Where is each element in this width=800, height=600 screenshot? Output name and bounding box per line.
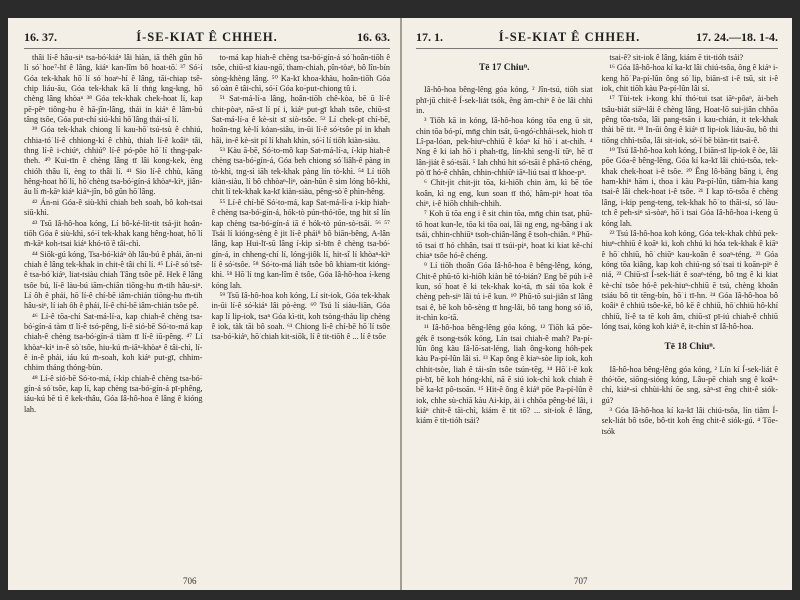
right-page — [402, 18, 792, 590]
paragraph: ⁹ Lí tiōh thoân Góa Iâ-hô-hoa ê bêng-lêng, kóng, Chit-ê phū-tō ki-hiōh kiàn bē tó-bián? Eng bē púh i-ê kun, só͘ hoat ê ki tek-khak ko͘-tā, m̄ sái tōa kok ê chèng peh-siⁿ lâi tú i-ê kun. ¹⁰ Phū-tō sui-jiân sī lâng tsai ê, bē koh bô-sèng tī hng-lâi, bô tang hong só͘ iô, it-chìn ko͘-tā. — [416, 261, 593, 322]
right-header-verse-end: 17. 24.—18. 1-4. — [696, 30, 778, 44]
paragraph: ⁵⁹ Tsū Iâ-hô-hoa koh kóng, Lí sit-iok, Góa tek-khak in-ūi lí-ê só͘-kiáⁿ lâi pò-èng. ⁶⁰ Tsú lí siàu-liān, Góa kap lí lip-iok, tsaⁿ Góa kì-tit, koh tsòng-tháu lip chèng ê iok, tàk tāi bô soah. ⁶¹ Chiong lí-ê chí-bē hō͘ lí tsôe tsa-bó͘-kiáⁿ, hō͘ chiah kit-siōk, lí ê tit-tiōh ê ... lí ê tsôe — [211, 290, 390, 342]
right-page-number: 707 — [574, 576, 588, 586]
paragraph: tsai-ê? sit-iok ê lâng, kiám ē tit-tióh tsái? — [609, 53, 744, 62]
right-header-title: Í-SE-KIAT Ê CHHEH. — [498, 30, 641, 44]
paragraph: ¹⁶ Góa Iâ-hô-hoa kí ka-kī lâi chiú-tsôa, ông ê kiáⁿ i-keng hō͘ Pa-pí-lûn ông só͘ lip, biān-sī i-ê tsū, sit i-ê iok, chit tiōh kàu Pa-pí-lûn lâi sí. — [601, 63, 778, 94]
paragraph: ³ Tiōh kā in kóng, Iâ-hô-hoa kóng tōa eng ū sit, chin tōa bó-pí, mn̄g chin tsát, ū-ngó͘-chhái-sek, hioh tī Lî-pa-lóan, pek-hiuⁿ-chhiū ê kóaⁿ kí hō͘ i at-chih. ⁴ Nng ê ki iah hō͘ i phah-tīg, lín-khì seng-lí tūⁿ, hē tī lân-jiát ê só͘-tsāi. ⁵ Iah chhú hit só͘-tsāi ê phā-tō chéng, pò͘ tī hó-ê chhân, chhin-chhiūⁿ iāⁿ-liú tsai tī khoe-pⁿ. — [416, 116, 593, 178]
left-column-2 — [212, 53, 391, 573]
right-column-1 — [416, 53, 593, 573]
left-column-1 — [24, 53, 203, 573]
paragraph: ⁵¹ Sat-má-lí-a lâng, hoân-tiōh chê-kòa, bē ū lí-ê chit-pòaⁿ, nā-sī lí pí i, kiáⁿ put-gī khah tsôe, chiū-sī Sat-má-lí-a ê kè-sit sī siò-tsôe. ⁵² Lí chek-pī chí-bē, hoân-tng kè-lí kóan-siâu, in-ūi lí-ê só͘-tsôe pí in khah hāi, in-ê kè-sit pí lí khah khìn, só͘-í lí tiōh kiàn-siàu. — [211, 94, 390, 145]
paragraph: ⁶ Chit-jit chit-jit tōa, ki-hiōh chin àm, kì bē tōe koân, kì ng eng, kun soan tī thó͘, hâm-piⁿ hoat tōa chiⁿ, i-ê hiōh chhih-chhih. — [416, 178, 593, 209]
paragraph: ³⁹ Góa tek-khak chiong lí kau-hō͘ tsú-tsù ê chhiú, chhia-tó͘ lí-ê chhiong-kí ê chhù, thiah lí-ê koâiⁿ tâi, thng lí-ê i-chiúⁿ, chhiú⁰ lí-ê pó-pôe hō͘ lí thng-pak-theh. ⁴⁰ Kui-tīn ê chèng lâng tī lâi kong-kek, èng chióh thâu lí, èng to thâi lí. ⁴¹ Sio lí-ê chhù, kāng hêng-hoat hō͘ lí, hō͘ chèng tsa-bó͘-gín-á khòaⁿ-kìⁿ, jiân-āu lí m̄-kāⁿ kiáⁿ kiáⁿ-jîn, bô gûn hō͘ lâng. — [24, 125, 203, 197]
paragraph: ⁵³ Kàu ā-bē, Só͘-to-mô kap Sat-má-lí-a, í-kip hiah-ê chèng tsa-bó͘-gín-á, Góa beh chiong só͘ liâh-ê pàng in tò-khì, tng-sì iāh tek-khak pàng lín tò-khì. ⁵⁴ Lí tiōh kiàn-siàu, lí bô chhòaⁿ-liⁿ, oàn-hūn ê sim lóng bô-khì, chit lí tek-khak ka-kī kiàn-siàu, pêng-sò͘ ê phìn-hêng. — [211, 146, 390, 197]
right-page-header — [416, 30, 778, 49]
chapter-heading-17: Tē 17 Chiuⁿ. — [478, 63, 530, 73]
paragraph: to-má kap hiah-ê chèng tsa-bó͘-gín-á só͘ hoân-tiōh ê tsôe, chiū-sī kiau-ngō͘, tham-chiah, pîn-tòaⁿ, bô lîn-bín sòng-khèng lâng. ⁵⁰ Ka-kī khoa-khàu, hoân-tiōh Góa só͘ oàn ê tâi-chì, só͘-í Góa ko͘-put-chiong tû i. — [211, 53, 390, 94]
left-header-title: Í-SE-KIAT Ê CHHEH. — [136, 30, 278, 44]
paragraph: ⁴⁴ Siōk-gú kóng, Tsa-bó͘-kiáⁿ òh lâu-bú ê phái, ān-ni chiah ê lâng tek-khak in chit-ê tâi chí lí. ⁴⁵ Lí-ê só͘ tsê-ê tsa-bó͘ kiáⁿ, liat-tsiàu chiah Tâng tsôe pê. Hek ê lâng tsôe bú, lí-ê làu-bú iām-chiān tiōng-hu m̄-tih hâu-siⁿ. Lí ôh ê phái, hō͘ lí-ê chí-bē iâm-chián tiōng-hu m̄-tih hâu-siⁿ, lí iah ôh ê phái, lí-ê chí-bē iâm-chián tsôe pê. — [24, 249, 203, 311]
right-column-2 — [602, 53, 779, 573]
paragraph: ⁷ Koh ū tōa eng i ê sit chin tōa, mn̄g chin tsat, phū-tō hoat kun-le, tōa ki tōa oai, lāi ng eng, ng-bāng i ak tsái, chhin-chhiūⁿ tsoh-chiân-lâng ê tsoh-chiân. ⁸ Phū-tō tsai tī hó chhân, tsai tī tsúi-piⁿ, hoat ki kiat kê-chí chiaⁿ tsôe hó-ê chéng. — [416, 209, 593, 260]
paragraph: ⁵⁵ Lí-ê chí-bē Só͘-to-má, kap Sat-má-lí-a í-kip hiah-ê chèng tsa-bó͘-gín-á, hók-tò pún-thó͘-tōe, tng hit sî lín kap chèng tsa-bó͘-gín-á iā é hók-tò pún-sò͘-tsāi. ⁵⁶ ⁵⁷ Tsái lí kióng-sèng ê jit lí-ê phái⁸ bô biān-bêng, A-lân lâng, kap Hui-lī-sū lâng í-kip sì-bīn ê chèng tsa-bó͘-gín-á, in chheng-chí lí, lóng-jiôk lí, hit-sî lí khòaⁿ-kìⁿ lí ê só͘-tsôe. ⁵⁸ Só͘-to-má liáh tsôe bô khiam-tit kióng-khì. ⁵⁸ Hō͘ lí tng kan-lîm ê tsôe, Góa Iâ-hô-hoa í-keng kóng lah. — [211, 197, 390, 290]
paragraph: ²² Tsú Iâ-hô-hoa koh kóng, Góa tek-khak chhú pek-hiuⁿ-chhiū ê koāⁿ ki, koh chhú ki hóa tek-khak ê kiāⁿ ê hō͘ chhiū, hō͘ chiūⁿ kau-koân ê soaⁿ-téng. ²³ Góa kóng tōa kiâng, kap koh chiú-ng só͘ tsai ti koān-piⁿ ê niá, ²³ Chiū-sī Í-sek-liát ê soaⁿ-téng, bô tng ê ki kiat kè-chí tsôe hó-ê pek-hiuⁿ-chhiū ē tsú, chèng khoân tsiáu bô tit tēng-bín, hō͘ i tī-hn. ²⁴ Góa Iâ-hô-hoa bô koâiⁿ ê chhiū tsôe-kē, bô kē ê chhiū, hō͘ chhiū hô-khí chhiū, lí-ê ta tē koh âm, chiū-sī pī-iú chiah-ê chhiū lóng tsai, kóng koh kiáⁿ ê, it-chìn sī Iâ-hô-hoa. — [601, 228, 778, 331]
paragraph: ¹⁹ Tsú Iâ-hô-hoa koh kóng, I biān-sī lip-iok ê òe, lâi pōe Góa-ê bêng-lêng, Góa kí ka-kī lâi chiú-tsôa, tek-khak chek-hoat i-ê tsôe. ²⁰ Êng lô-bāng bāng i, êng ham-khiⁿ hām i, thoa i kàu Pa-pí-lûn, tiâm-hia kang tsai-ê lâi chek-hoat i-ê tsôe. ²¹ I kap tō-tsôa ê chèng lâng, i-kip peng-teng, tek-khak hō͘ to thāi-sí, só͘ làu-tch ê peh-siⁿ sì-sòaⁿ, hō͘ i tsai Góa Iâ-hô-hoa i-keng ū kóng lah. — [601, 146, 778, 228]
paragraph: ¹⁷ Tùi-tek i-kong khí thó͘-tui tsat iāⁿ-pôaⁿ, ài-beh tsâu-biát siāⁿ-lâi ê chèng lâng, Hoat-lō sui-jiân chhōa pêng tōa-tsôa, lâi pang-tsān i kau-chián, it tek-khak thài bē tit. ¹⁸ In-ūi ông ê kiáⁿ tī lip-iok liáu-āu, bô thi tiōng chhì-tsôa, lâi sit-iok, só͘-í bē biàn-tit tsai-ê. — [601, 94, 778, 145]
left-page — [8, 18, 400, 590]
left-page-header — [24, 30, 390, 49]
paragraph: ¹¹ Iâ-hô-hoa bêng-lêng góa kóng, ¹² Tiōh kā pōe-gék ê tsong-tsók kóng, Lín tsai chiah-ê mah? Pa-pí-lûn ông kàu Iâ-lō͘-sat-léng, liah ông-kong hóh-pek kàu Pa-pí-lûn lâi sì. ¹³ Kap ông ê kiaⁿ-sòe lip iok, koh chhit-tsòe, liah ê tái-sîn tsôe tsún-tēg. ¹⁴ Hō͘ i-ê kok pi-bī, bē koh hóng-khí, nā ē siú iok-chì kok chiah ē bē ka-kī pô-tsoān. ¹⁵ Hit-ê ông ê kiá⁸ pōe Pa-pí-lûn ê iok, chhe sù-chiā kàu Ai-kip, ài i chhōa pêng-bé lâi, i kiáⁿ chit-ê tāi-chì, kiám ē tit tō? ... sit-iok ê lâng, kiám ē tit-tióh tsái? — [416, 323, 593, 426]
chapter-heading-18: Tē 18 Chiuⁿ. — [664, 342, 716, 353]
left-header-verse-start: 16. 37. — [24, 30, 57, 44]
right-header-verse-start: 17. 1. — [416, 30, 443, 44]
paragraph: ⁴³ Tsū Iâ-hô-hoa kóng, Lí bô-ké-lít-tit tsá-jit hoân-tiōh Góa ê siù-khì, só͘-í tek-khak kang hêng-hoat, hō͘ lí m̄-kāⁿ koh-tsai kiáⁿ khó-tō͘ ê tâi-chì. — [24, 218, 203, 249]
paragraph: ⁴² Án-ni Góa-ê siù-khì chiah beh soah, bô koh-tsai siū-khì. — [24, 197, 203, 218]
left-page-number: 706 — [183, 576, 197, 586]
paragraph: ³ Góa Iâ-hô-hoa kí ka-kī lâi chiú-tsôa, lín tiâm Í-sek-liát bô tsôe, bô-tit koh ēng chit-ê siók-gú. ⁴ Tōe-tsók — [601, 406, 778, 436]
paragraph: ⁴⁶ Lí-ê tōa-chí Sat-má-lí-a, kap chiah-ê chèng tsa-bó͘-gín-á tàm tī lí-ê tsó-pêng, lí-ê sió-bē Só͘-to-má kap chiah-ê chèng tsa-bó͘-gín-á tiàm tī lí-ê iū-pêng. ⁴⁷ Lí khòaⁿ-kìⁿ in-ê sò͘ tsôe, hiu-kú m̄-iāⁿ-khòaⁿ ê tâi-chì, lí-ê in-ê phái, iáu kú m̄-soah, koh kiáⁿ put-gī, chhim-chhim tháng thóng-bùn. — [24, 311, 203, 373]
paragraph: thâi lí-ê hâu-siⁿ tsa-bó͘-kiáⁿ lâi hiàn, iā thêh gûn hō͘ lí só͘ hoe⁷-hī ê lâng, kiáⁿ kan-lîm bô hoat-tō͘. ³⁷ Só͘-í Góa tek-khak hō͘ lí só͘ hoaⁿ-hí ê lâng, tāi-chiap tsê-chip liáu-āu, Góa tek-khak kā lí thṅg kng-kng, hō͘ chèng lâng khòaⁿ ³⁸ Góa tek-khak chek-hoat lí, kap pē-pêⁿ tiông-hu ê hā-jîn-lâng, thái in kiáⁿ ê lâm-bú tâng tsôe, Góa put-chí siú-khì hō͘ lâng thái-sí lí. — [24, 53, 203, 125]
left-header-verse-end: 16. 63. — [357, 30, 390, 44]
paragraph: ⁴⁸ Lí-ê sió-bē Só͘-to-má, í-kip chiah-ê chèng tsa-bó͘-gín-á só͘ tsôe, kap lí, kap chèng tsa-bó͘-gín-á pī-phêng, iáu-kú bē tì ê kek-thâu, Góa Iâ-hô-hoa ê lâng ê kióng lah. — [24, 373, 203, 414]
paragraph: Iâ-hô-hoa bêng-lêng góa kóng, ² Jîn-tsú, tiōh siat phī-jū chit-ê Í-sek-liát tsók, êng àm-chiⁿ ê òe lâi chhì in. — [416, 85, 593, 116]
paragraph: Iâ-hô-hoa bêng-lêng góa kóng, ² Lín kí Í-sek-liát ê thó͘-tōe, siōng-sióng kóng, Lâu-pē chiah sng ê koâⁿ-chí, kiáⁿ-sì chhùi-khí ōe sng, sàⁿ-sī ēng chit-ê siók-gú? — [601, 364, 778, 405]
